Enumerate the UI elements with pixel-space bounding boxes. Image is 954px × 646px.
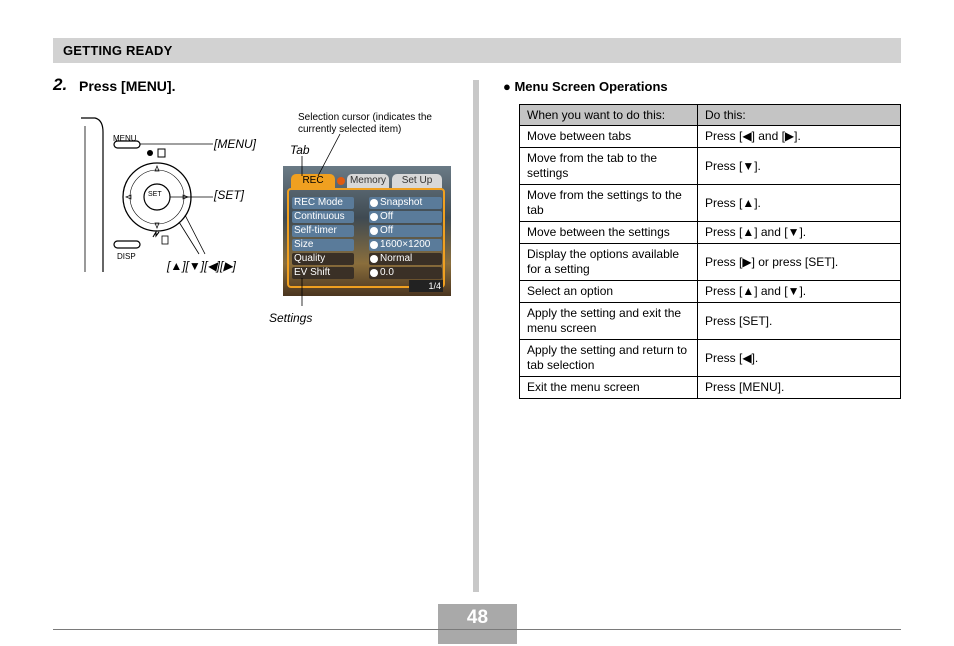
section-title: GETTING READY xyxy=(63,43,173,58)
playback-icon xyxy=(158,149,165,157)
table-header-row xyxy=(520,105,901,126)
table-cell-action: Exit the menu screen xyxy=(520,377,698,399)
screen-tab-memory: Memory xyxy=(347,174,389,188)
screen-row-value: Snapshot xyxy=(369,197,442,209)
camera-body-edge xyxy=(81,118,103,272)
screen-row-key: Self-timer xyxy=(292,225,354,237)
table-cell-procedure: Press [▲] and [▼]. xyxy=(698,222,901,244)
table-row xyxy=(520,281,901,303)
screen-row-value: 0.0 xyxy=(369,267,442,279)
step-instruction: Press [MENU]. xyxy=(79,78,176,94)
disp-button-caption: DISP xyxy=(117,252,136,261)
column-divider xyxy=(473,80,479,592)
table-cell-action: Move from the settings to the tab xyxy=(520,185,698,222)
screen-tab-rec: REC xyxy=(291,174,335,188)
table-cell-action: Display the options available for a setting xyxy=(520,244,698,281)
step-number: 2. xyxy=(53,75,68,94)
page-number-box-tail xyxy=(438,630,517,644)
table-row xyxy=(520,222,901,244)
macro-icon xyxy=(147,150,153,156)
screen-row-key: Quality xyxy=(292,253,354,265)
screen-row-value: 1600×1200 xyxy=(369,239,442,251)
selection-cursor-callout: Selection cursor (indicates the currently selected item) xyxy=(298,112,432,135)
screen-row-value: Off xyxy=(369,225,442,237)
table-cell-action: Move between tabs xyxy=(520,126,698,148)
table-cell-action: Select an option xyxy=(520,281,698,303)
section-header-bar xyxy=(53,38,901,63)
table-cell-procedure: Press [◀]. xyxy=(698,340,901,377)
table-cell-action: Move from the tab to the settings xyxy=(520,148,698,185)
screen-row-key: REC Mode xyxy=(292,197,354,209)
page-indicator: 1/4 xyxy=(409,280,443,292)
arrows-leader-line-1 xyxy=(179,222,199,254)
tab-callout: Tab xyxy=(290,143,310,157)
cursor-leader-line xyxy=(318,134,340,176)
menu-button-label: [MENU] xyxy=(214,137,256,151)
table-cell-procedure: Press [MENU]. xyxy=(698,377,901,399)
arrow-buttons-label: [▲][▼][◀][▶] xyxy=(167,259,236,273)
screen-row-key: Continuous xyxy=(292,211,354,223)
page-number: 48 xyxy=(466,607,489,628)
set-button-caption: SET xyxy=(148,191,162,198)
table-cell-procedure: Press [▶] or press [SET]. xyxy=(698,244,901,281)
column-header-action: When you want to do this: xyxy=(520,105,698,126)
column-header-procedure: Do this: xyxy=(698,105,901,126)
screen-row-key: EV Shift xyxy=(292,267,354,279)
screen-tab-setup: Set Up xyxy=(392,174,442,188)
table-cell-action: Move between the settings xyxy=(520,222,698,244)
screen-row-value: Normal xyxy=(369,253,442,265)
section-heading: ● Menu Screen Operations xyxy=(503,79,668,94)
table-cell-procedure: Press [▲]. xyxy=(698,185,901,222)
table-row xyxy=(520,377,901,399)
table-row xyxy=(520,303,901,340)
table-row xyxy=(520,148,901,185)
table-cell-procedure: Press [▼]. xyxy=(698,148,901,185)
screen-row-value: Off xyxy=(369,211,442,223)
screen-callout-lines xyxy=(280,130,450,310)
table-row xyxy=(520,244,901,281)
menu-button-caption: MENU xyxy=(113,134,137,143)
table-cell-procedure: Press [SET]. xyxy=(698,303,901,340)
set-button-label: [SET] xyxy=(214,188,245,202)
trash-icon xyxy=(162,236,168,244)
flash-icon xyxy=(153,232,159,237)
settings-callout: Settings xyxy=(269,311,313,325)
disp-button-shape xyxy=(114,241,140,248)
menu-operations-table xyxy=(519,104,901,399)
screen-row-key: Size xyxy=(292,239,354,251)
table-row xyxy=(520,340,901,377)
table-row xyxy=(520,126,901,148)
table-cell-action: Apply the setting and return to tab selection xyxy=(520,340,698,377)
table-cell-procedure: Press [▲] and [▼]. xyxy=(698,281,901,303)
table-cell-action: Apply the setting and exit the menu screen xyxy=(520,303,698,340)
table-cell-procedure: Press [◀] and [▶]. xyxy=(698,126,901,148)
table-row xyxy=(520,185,901,222)
